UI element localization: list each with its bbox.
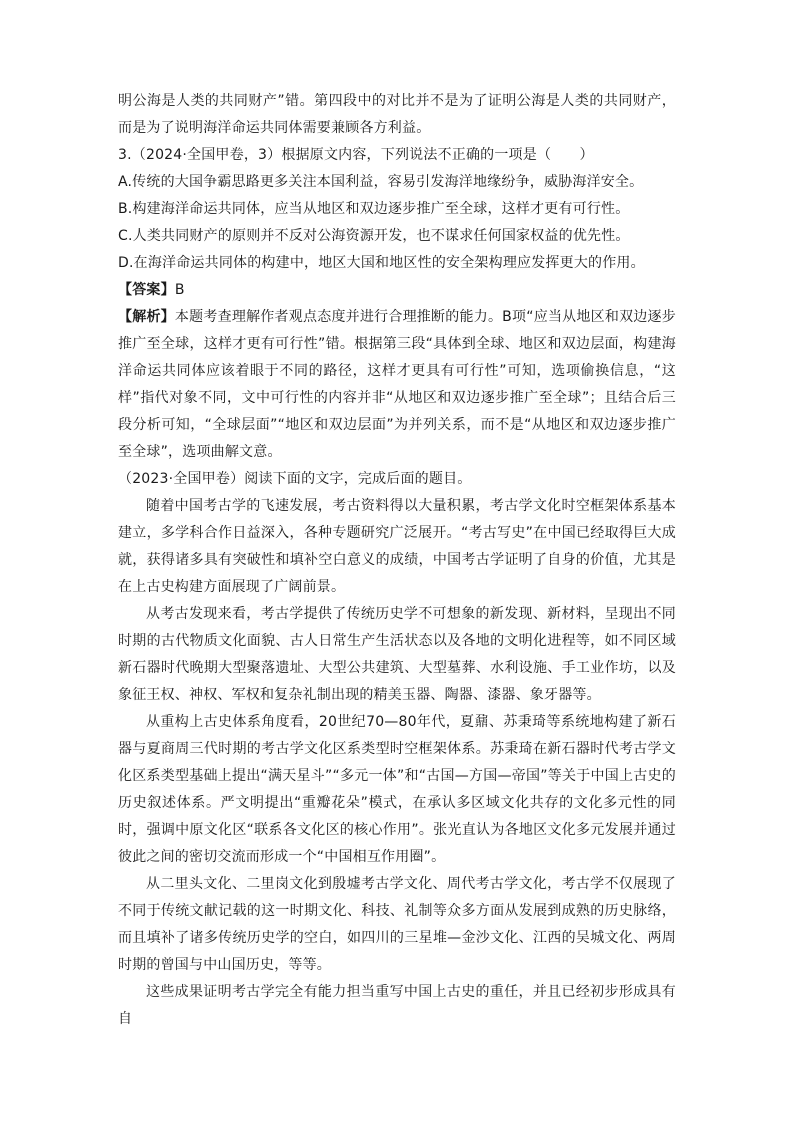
analysis-paragraph (118, 304, 676, 466)
analysis-label: 【解析】 (118, 309, 175, 325)
question-3-stem: 3.（2024·全国甲卷，3）根据原文内容，下列说法不正确的一项是（ ） (118, 147, 594, 163)
answer-label: 【答案】 (118, 282, 175, 298)
passage-paragraph-1: 随着中国考古学的飞速发展，考古资料得以大量积累，考古学文化时空框架体系基本建立，多学科合作日益深入，各种专题研究广泛展开。“考古写史”在中国已经取得巨大成就，获得诸多具有突破性和填补空白意义的成绩，中国考古学证明了自身的价值，尤其是在上古史构建方面展现了广阔前景。 (118, 498, 676, 595)
passage-paragraph-4: 从二里头文化、二里岗文化到殷墟考古学文化、周代考古学文化，考古学不仅展现了不同于传统文献记载的这一时期文化、科技、礼制等众多方面从发展到成熟的历史脉络，而且填补了诸多传统历史学的空白，如四川的三星堆—金沙文化、江西的吴城文化、两周时期的曾国与中山国历史，等等。 (118, 876, 676, 973)
question-3-option-d: D.在海洋命运共同体的构建中，地区大国和地区性的安全架构理应发挥更大的作用。 (118, 255, 645, 271)
answer-value: B (174, 282, 185, 298)
previous-analysis-tail: 明公海是人类的共同财产”错。第四段中的对比并不是为了证明公海是人类的共同财产，而是为了说明海洋命运共同体需要兼顾各方利益。 (118, 93, 676, 136)
passage-paragraph-2: 从考古发现来看，考古学提供了传统历史学不可想象的新发现、新材料，呈现出不同时期的古代物质文化面貌、古人日常生产生活状态以及各地的文明化进程等，如不同区域新石器时代晚期大型聚落遗址、大型公共建筑、大型墓葬、水利设施、手工业作坊，以及象征王权、神权、军权和复杂礼制出现的精美玉器、陶器、漆器、象牙器等。 (118, 606, 676, 703)
passage-intro: （2023·全国甲卷）阅读下面的文字，完成后面的题目。 (118, 471, 472, 487)
analysis-text: 本题考查理解作者观点态度并进行合理推断的能力。B项“应当从地区和双边逐步推广至全球，这样才更有可行性”错。根据第三段“具体到全球、地区和双边层面，构建海洋命运共同体应该着眼于不同的路径，这样才更具有可行性”可知，选项偷换信息，“这样”指代对象不同，文中可行性的内容并非“从地区和双边逐步推广至全球”；且结合后三段分析可知，“全球层面”“地区和双边层面”为并列关系，而不是“从地区和双边逐步推广至全球”，选项曲解文意。 (118, 309, 676, 460)
passage-paragraph-5: 这些成果证明考古学完全有能力担当重写中国上古史的重任，并且已经初步形成具有自 (118, 984, 676, 1027)
question-3-option-b: B.构建海洋命运共同体，应当从地区和双边逐步推广至全球，这样才更有可行性。 (118, 201, 630, 217)
question-3-option-a: A.传统的大国争霸思路更多关注本国利益，容易引发海洋地缘纷争，威胁海洋安全。 (118, 174, 644, 190)
answer-line (118, 277, 676, 304)
question-3-option-c: C.人类共同财产的原则并不反对公海资源开发，也不谋求任何国家权益的优先性。 (118, 228, 630, 244)
passage-paragraph-3: 从重构上古史体系角度看，20世纪70—80年代，夏鼐、苏秉琦等系统地构建了新石器与夏商周三代时期的考古学文化区系类型时空框架体系。苏秉琦在新石器时代考古学文化区系类型基础上提出“满天星斗”“多元一体”和“古国—方国—帝国”等关于中国上古史的历史叙述体系。严文明提出“重瓣花朵”模式，在承认多区域文化共存的文化多元性的同时，强调中原文化区“联系各文化区的核心作用”。张光直认为各地区文化多元发展并通过彼此之间的密切交流而形成一个“中国相互作用圈”。 (118, 714, 676, 865)
document-page (118, 88, 676, 1033)
